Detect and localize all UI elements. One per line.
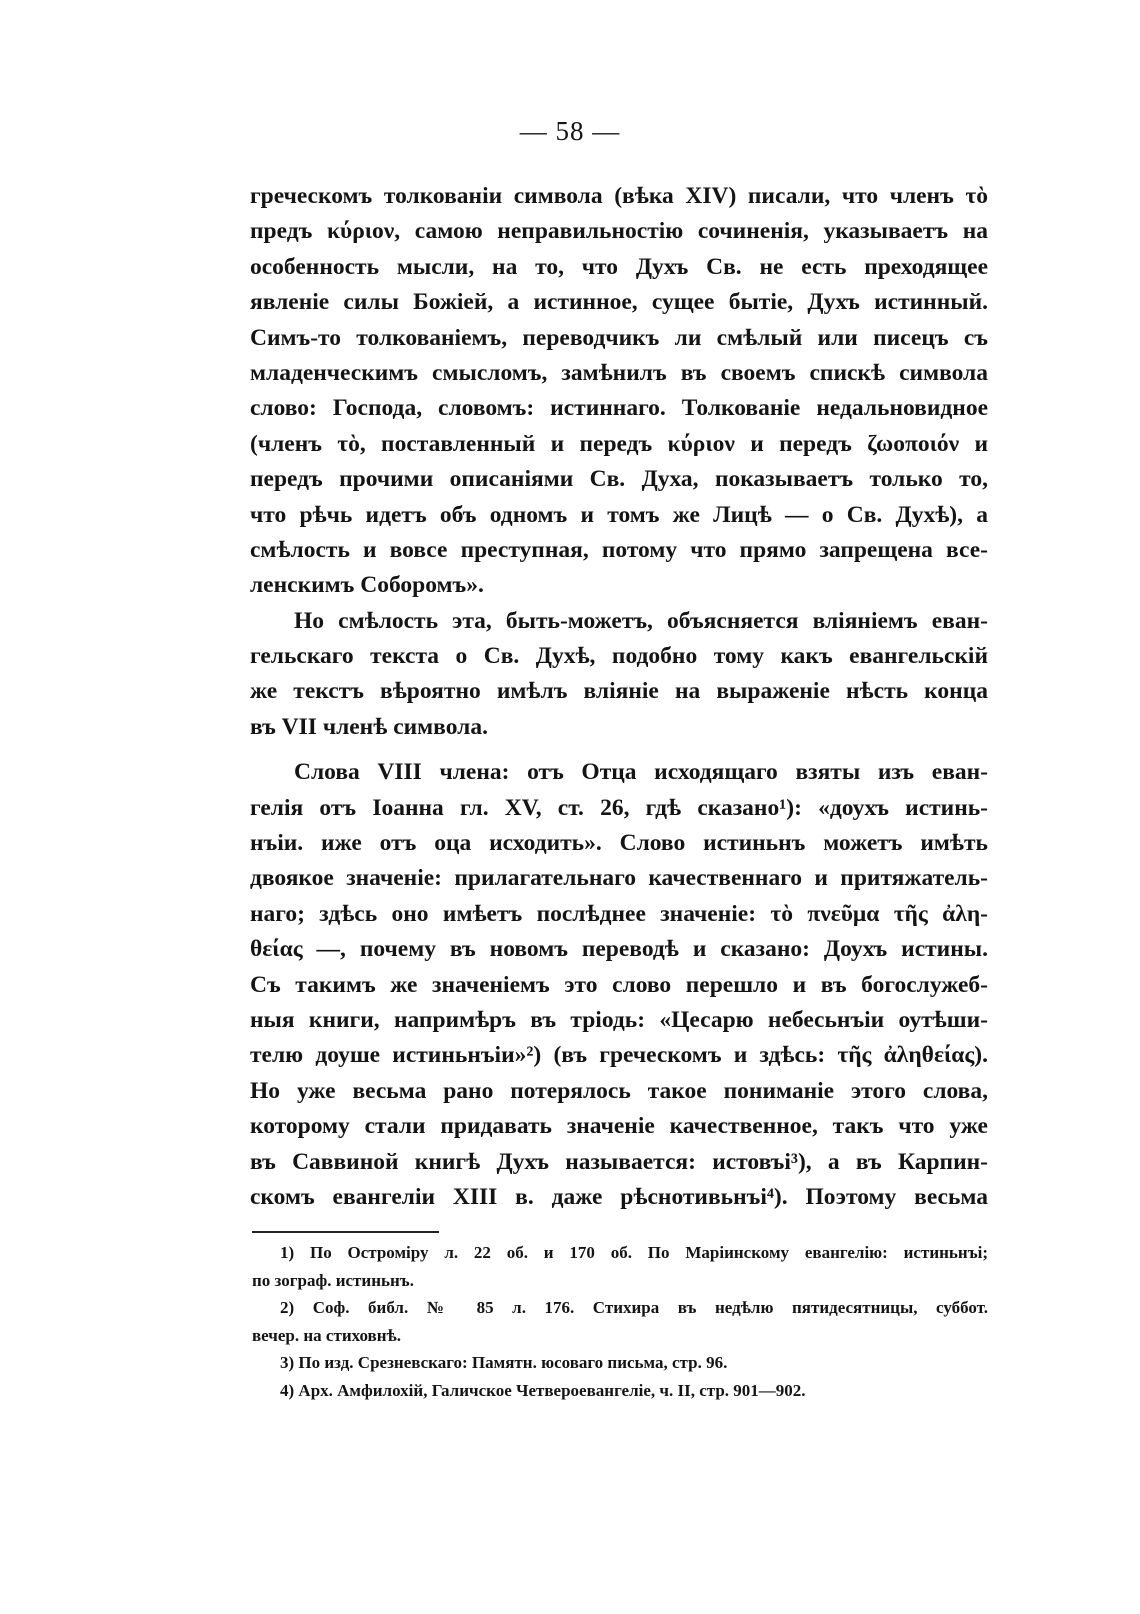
footnote-divider	[252, 1231, 439, 1233]
text-line: младенческимъ смысломъ, замѣнилъ въ своемъ спискѣ символа	[250, 359, 988, 386]
paragraph-gap	[250, 745, 988, 755]
text-line: которому стали придавать значеніе качественное, такъ что уже	[250, 1113, 988, 1140]
text-line: гелія отъ Іоанна гл. XV, ст. 26, гдѣ сказано¹): «доухъ истинь-	[250, 794, 988, 821]
text-line: гельскаго текста о Св. Духѣ, подобно тому какъ евангельскій	[250, 643, 988, 670]
text-line: явленіе силы Божіей, а истинное, сущее бытіе, Духъ истинный.	[250, 289, 988, 316]
footnote-line: 4) Арх. Амфилохій, Галичское Четвероевангеліе, ч. II, стр. 901—902.	[280, 1380, 806, 1400]
text-line: предъ κύριον, самою неправильностію сочиненія, указываетъ на	[250, 218, 988, 245]
text-line: наго; здѣсь оно имѣетъ послѣднее значеніе: τὸ πνεῦμα τῆς ἀλη-	[250, 900, 988, 927]
text-line: же текстъ вѣроятно имѣлъ вліяніе на выраженіе нѣсть конца	[250, 678, 988, 705]
text-line: нъіи. иже отъ оца исходить». Слово истиньнъ можетъ имѣть	[250, 830, 988, 857]
text-line: въ VII членѣ символа.	[250, 713, 488, 740]
footnote-line: по зограф. истиньнъ.	[252, 1270, 414, 1290]
text-line: двоякое значеніе: прилагательнаго качественнаго и притяжатель-	[250, 865, 988, 892]
text-line: Но уже весьма рано потерялось такое пониманіе этого слова,	[250, 1077, 988, 1104]
text-line: телю доуше истиньнъіи»²) (въ греческомъ и здѣсь: τῆς ἀληθείας).	[250, 1042, 988, 1069]
footnote-line: вечер. на стиховнѣ.	[252, 1325, 401, 1345]
footnote-line: 2) Соф. библ. № 85 л. 176. Стихира въ недѣлю пятидесятницы, суббот.	[280, 1298, 988, 1317]
main-text	[250, 179, 988, 1215]
text-line: особенность мысли, на то, что Духъ Св. не есть преходящее	[250, 253, 988, 280]
text-line: ленскимъ Соборомъ».	[250, 572, 484, 599]
text-line: (членъ τὸ, поставленный и передъ κύριον и передъ ζωοποιόν и	[250, 430, 988, 457]
text-line: скомъ евангеліи XIII в. даже рѣснотивьнъі⁴). Поэтому весьма	[250, 1183, 988, 1210]
page-number: — 58 —	[519, 116, 621, 146]
text-line: передъ прочими описаніями Св. Духа, показываетъ только то,	[250, 466, 988, 493]
footnote-line: 1) По Остроміру л. 22 об. и 170 об. По Маріинскому евангелію: истиньнъі;	[280, 1243, 988, 1262]
text-line: ныя книги, напримѣръ въ тріодь: «Цесарю небесьнъіи оутѣши-	[250, 1006, 988, 1033]
text-line: смѣлость и вовсе преступная, потому что прямо запрещена все-	[250, 536, 988, 563]
text-line: слово: Господа, словомъ: истиннаго. Толкованіе недальновидное	[250, 395, 988, 422]
text-line: θείας —, почему въ новомъ переводѣ и сказано: Доухъ истины.	[250, 936, 988, 963]
text-line: Но смѣлость эта, быть-можетъ, объясняется вліяніемъ еван-	[294, 607, 988, 634]
text-line: въ Саввиной книгѣ Духъ называется: истовъі³), а въ Карпин-	[250, 1148, 988, 1175]
text-line: Симъ-то толкованіемъ, переводчикъ ли смѣлый или писецъ съ	[250, 324, 988, 351]
footnote-line: 3) По изд. Срезневскаго: Памятн. юсоваго письма, стр. 96.	[280, 1353, 728, 1372]
text-line: что рѣчь идетъ объ одномъ и томъ же Лицѣ — о Св. Духѣ), а	[250, 501, 988, 528]
text-line: Слова VIII члена: отъ Отца исходящаго взяты изъ еван-	[294, 759, 988, 786]
footnotes	[252, 1239, 988, 1404]
text-line: греческомъ толкованіи символа (вѣка XIV) писали, что членъ τὸ	[250, 183, 988, 209]
text-line: Съ такимъ же значеніемъ это слово перешло и въ богослужеб-	[250, 971, 988, 998]
